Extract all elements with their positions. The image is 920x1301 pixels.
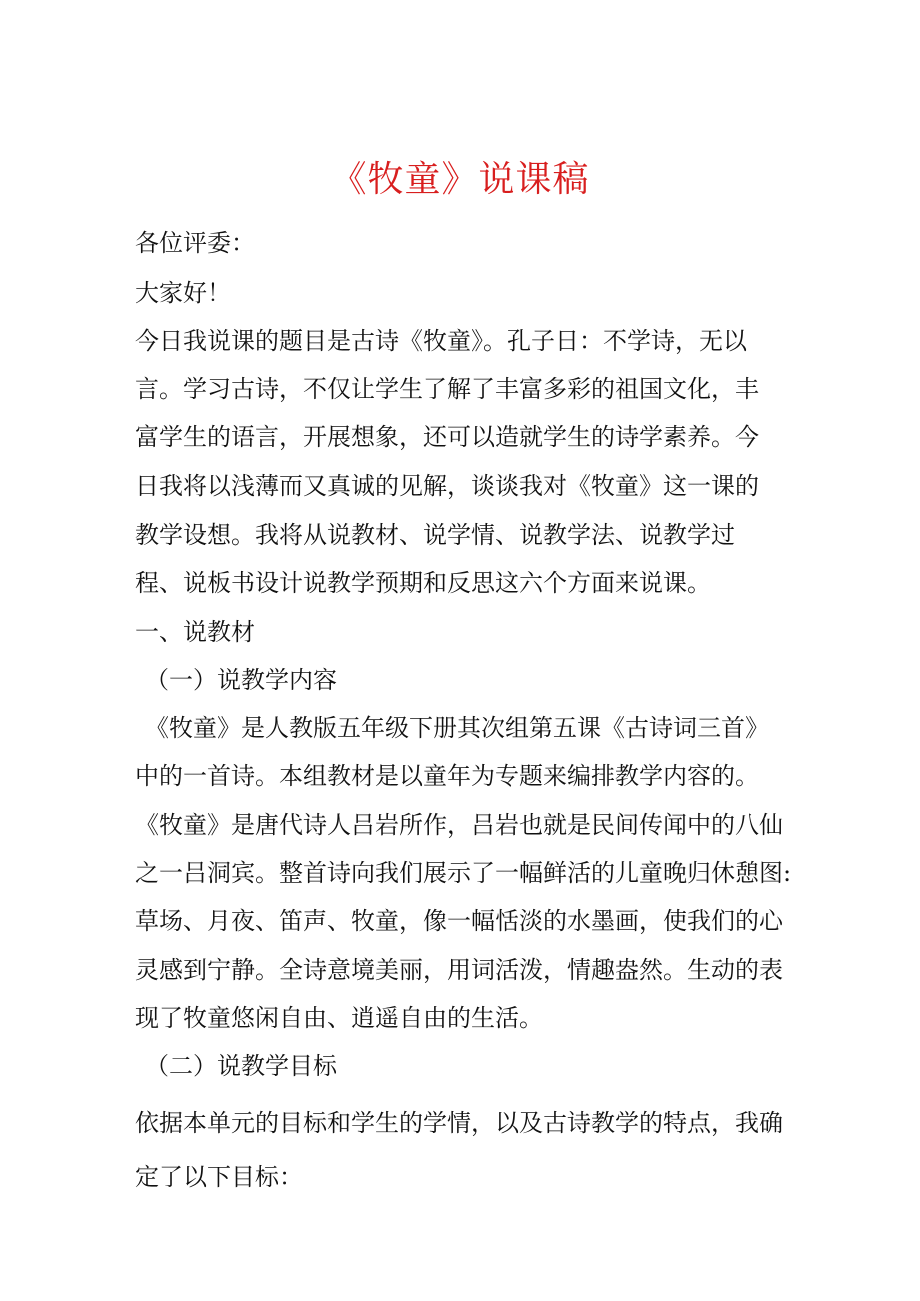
paragraph-line: 灵感到宁静。全诗意境美丽，用词活泼，情趣盎然。生动的表 bbox=[135, 956, 783, 984]
paragraph-line: 之一吕洞宾。整首诗向我们展示了一幅鲜活的儿童晚归休憩图: bbox=[135, 859, 792, 887]
paragraph-line: 定了以下目标： bbox=[135, 1163, 303, 1191]
section-heading: 一、说教材 bbox=[135, 618, 255, 646]
paragraph-line: 言。学习古诗，不仅让学生了解了丰富多彩的祖国文化，丰 bbox=[135, 375, 759, 403]
paragraph-line: 现了牧童悠闲自由、逍遥自由的生活。 bbox=[135, 1004, 543, 1032]
document-title: 《牧童》说课稿 bbox=[330, 159, 590, 200]
paragraph-line: 富学生的语言，开展想象，还可以造就学生的诗学素养。今 bbox=[135, 423, 759, 451]
subsection-heading: （二）说教学目标 bbox=[145, 1052, 337, 1080]
paragraph-line: 《牧童》是唐代诗人吕岩所作，吕岩也就是民间传闻中的八仙 bbox=[135, 811, 783, 839]
paragraph-line: 大家好！ bbox=[135, 279, 231, 307]
paragraph-line: 中的一首诗。本组教材是以童年为专题来编排教学内容的。 bbox=[135, 762, 759, 790]
paragraph-line: 日我将以浅薄而又真诚的见解，谈谈我对《牧童》这一课的 bbox=[135, 472, 759, 500]
paragraph-line: 依据本单元的目标和学生的学情，以及古诗教学的特点，我确 bbox=[135, 1109, 783, 1137]
subsection-heading: （一）说教学内容 bbox=[145, 666, 337, 694]
paragraph-line: 今日我说课的题目是古诗《牧童》。孔子日：不学诗，无以 bbox=[135, 327, 747, 355]
paragraph-line: 教学设想。我将从说教材、说学情、说教学法、说教学过 bbox=[135, 521, 735, 549]
paragraph-line: 程、说板书设计说教学预期和反思这六个方面来说课。 bbox=[135, 569, 711, 597]
paragraph-line: 《牧童》是人教版五年级下册其次组第五课《古诗词三首》 bbox=[145, 714, 769, 742]
paragraph-line: 草场、月夜、笛声、牧童，像一幅恬淡的水墨画，使我们的心 bbox=[135, 907, 783, 935]
paragraph-line: 各位评委： bbox=[135, 229, 255, 257]
